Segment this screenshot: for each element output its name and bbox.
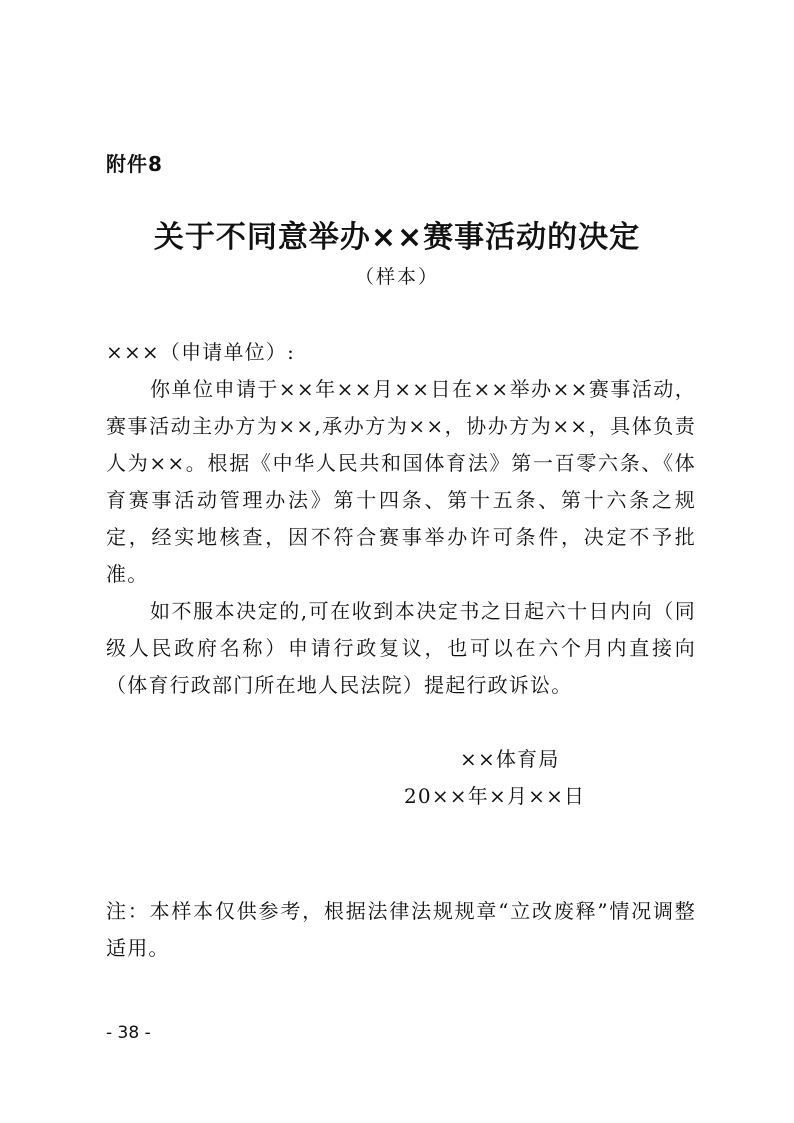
signature-organization: ××体育局 [460, 747, 560, 771]
attachment-label: 附件8 [106, 152, 163, 176]
document-title: 关于不同意举办××赛事活动的决定 [153, 220, 641, 255]
salutation: ×××（申请单位）: [106, 340, 296, 364]
paragraph-appeal: 如不服本决定的,可在收到本决定书之日起六十日内向（同级人民政府名称）申请行政复议，也可以在六个月内直接向（体育行政部门所在地人民法院）提起行政诉讼。 [106, 599, 696, 697]
document-body [106, 334, 696, 704]
footnote: 注：本样本仅供参考，根据法律法规规章“立改废释”情况调整适用。 [106, 899, 696, 960]
document-subtitle: （样本） [354, 266, 439, 288]
page-number: - 38 - [106, 1023, 151, 1043]
paragraph-decision: 你单位申请于××年××月××日在××举办××赛事活动，赛事活动主办方为××,承办方为××，协办方为××，具体负责人为××。根据《中华人民共和国体育法》第一百零六条、《体育赛事活动管理办法》第十四条、第十五条、第十六条之规定，经实地核查，因不符合赛事举办许可条件，决定不予批准。 [106, 377, 696, 586]
signature-date: 20××年×月××日 [404, 784, 586, 808]
